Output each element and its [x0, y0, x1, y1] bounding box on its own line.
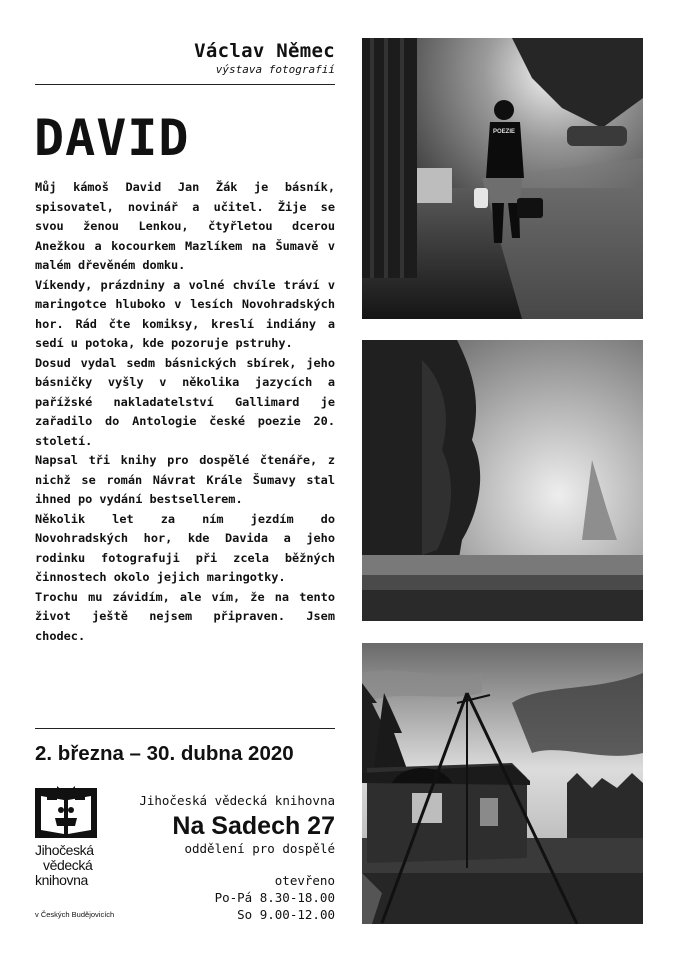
- venue-library: Jihočeská vědecká knihovna: [139, 793, 335, 808]
- library-book-logo-icon: [35, 784, 97, 842]
- logo-city: v Českých Budějovicích: [35, 910, 115, 919]
- exhibition-subtitle: výstava fotografií: [215, 63, 335, 76]
- photo-misty-forest: [362, 340, 643, 621]
- opening-label: otevřeno: [274, 873, 335, 888]
- header-divider: [35, 84, 335, 85]
- venue-department: oddělení pro dospělé: [184, 841, 335, 856]
- exhibition-title: DAVID: [34, 109, 190, 167]
- body-paragraph: Víkendy, prázdniny a volné chvíle tráví v maringotce hluboko v lesích Novohradských hor. Rád čte komiksy, kreslí indiány a sedí u potoka, kde pozoruje pstruhy.: [35, 277, 335, 350]
- opening-saturday: So 9.00-12.00: [237, 907, 335, 922]
- opening-hours: [150, 872, 335, 923]
- logo-line: knihovna: [35, 872, 88, 888]
- logo-line: Jihočeská: [35, 842, 94, 858]
- photo-caravan-teepee: [362, 643, 643, 924]
- body-paragraph: Trochu mu závidím, ale vím, že na tento život ještě nejsem připraven. Jsem chodec.: [35, 589, 335, 643]
- body-paragraph: Několik let za ním jezdím do Novohradských hor, kde Davida a jeho rodinku fotografuji při zcela běžných činnostech okolo jejich maringotky.: [35, 511, 335, 584]
- body-paragraph: Můj kámoš David Jan Žák je básník, spisovatel, novinář a učitel. Žije se svou ženou Lenkou, čtyřletou dcerou Anežkou a kocourkem Mazlíkem na Šumavě v malém dřevěném domku.: [35, 180, 335, 272]
- body-paragraph: Napsal tři knihy pro dospělé čtenáře, z nichž se román Návrat Krále Šumavy stal ihned po vydání bestsellerem.: [35, 453, 335, 506]
- author-name: Václav Němec: [194, 40, 335, 62]
- opening-weekdays: Po-Pá 8.30-18.00: [214, 890, 335, 905]
- exhibition-dates: 2. března – 30. dubna 2020: [35, 742, 294, 765]
- photo-man-carrying-buckets: [362, 38, 643, 319]
- shirt-print: POEZIE: [493, 129, 516, 135]
- logo-line: vědecká: [43, 857, 93, 873]
- venue-street: Na Sadech 27: [172, 812, 335, 840]
- body-text: [35, 178, 335, 646]
- library-logo-text: [35, 843, 115, 888]
- footer-divider: [35, 728, 335, 729]
- body-paragraph: Dosud vydal sedm básnických sbírek, jeho básničky vyšly v několika jazycích a pařížské nakladatelství Gallimard je zařadilo do Antologie české poezie 20. století.: [35, 355, 335, 448]
